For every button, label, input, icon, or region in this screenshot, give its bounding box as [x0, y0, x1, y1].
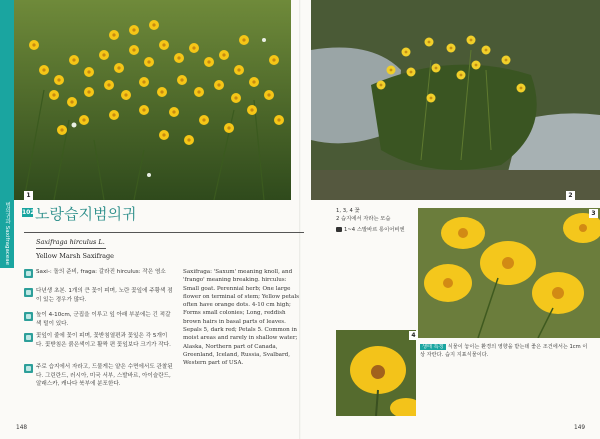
photo-number-3: 3 [589, 209, 598, 218]
note-text: 식물이 놓이는 환경의 영향을 받는데 좋은 조건에서는 1cm 이상 자란다. 습지 지표식물이다. [420, 344, 588, 358]
ecology-note [420, 344, 590, 359]
bullet-icon [24, 288, 33, 297]
photo-2-wetland-habitat [311, 0, 600, 200]
species-korean-name: 노랑습지범의귀 [35, 205, 137, 223]
bullet-icon [24, 333, 33, 342]
photo-captions [336, 208, 405, 235]
title-rule [24, 232, 304, 233]
side-accent-bar [0, 0, 14, 200]
photo-number-2: 2 [566, 191, 575, 200]
caption-line: 2 습지에서 자라는 모습 [336, 215, 391, 222]
item-flower: 꽃잎이 줄에 꽃이 피며, 꽃받침열편과 꽃잎은 각 5개이다. 꽃받침은 붉은색이고 활짝 편 꽃잎보다 크기가 작다. [36, 333, 171, 348]
item-etymology: Saxi-: 돌의 준비, fraga: 갈라진 hirculus: 작은 염소 [36, 269, 166, 275]
bullet-icon [24, 364, 33, 373]
photo-number-1: 1 [24, 191, 33, 200]
photo-1-flower-meadow [14, 0, 291, 200]
note-tag: 생태 특징 [422, 344, 444, 350]
camera-icon [336, 227, 342, 232]
side-section-label: 범의귀과 Saxifragaceae [0, 200, 14, 268]
caption-line: 1, 3, 4 꽃 [336, 208, 360, 214]
book-spine-shadow [299, 0, 301, 439]
species-number-badge: 102 [22, 209, 35, 216]
name-rule [36, 248, 106, 249]
english-description: Saxifraga: 'Saxum' meaning knoll, and 'frango' meaning breaking. hirculus: Small goat. Perennial herb; One large flower on terminal of stem; Yellow petals often have orange dots. 4-10 cm high; Forms small colonies; Long, reddish brown hairs in basal parts of leaves. Sepals 5, dark red; Petals 5. Common in moist areas and rarely in shallow water; Alaska, Northern part of Canada, Greenland, Iceland, Russia, Svalbard, Western part of USA. [183, 269, 300, 367]
item-habitat: 주로 습지에서 자라고, 드물게는 얕은 수면에서도 관찰된다. 그린란드, 러시아, 미국 서부, 스발바르, 아이슬란드, 알래스카, 캐나다 북부에 분포한다. [36, 364, 173, 388]
photo-4-single-flower [336, 330, 416, 416]
photo-number-4: 4 [409, 331, 418, 340]
scientific-name: Saxifraga hirculus L. [36, 238, 105, 246]
photo-3-flower-closeup [418, 208, 600, 338]
bullet-icon [24, 312, 33, 321]
page-number-left: 148 [16, 425, 28, 431]
caption-location: 1~4 스발바르 롱이어비엔 [336, 227, 405, 235]
item-form: 다년생 초본. 1개의 큰 꽃이 피며, 노란 꽃잎에 주황색 점이 있는 경우가 많다. [36, 288, 173, 303]
common-name: Yellow Marsh Saxifrage [36, 252, 114, 260]
page-number-right: 149 [574, 425, 586, 431]
bullet-icon [24, 269, 33, 278]
item-height: 높이 4-10cm, 군집을 이루고 잎 아래 부분에는 긴 적갈색 털이 있다. [36, 312, 171, 327]
